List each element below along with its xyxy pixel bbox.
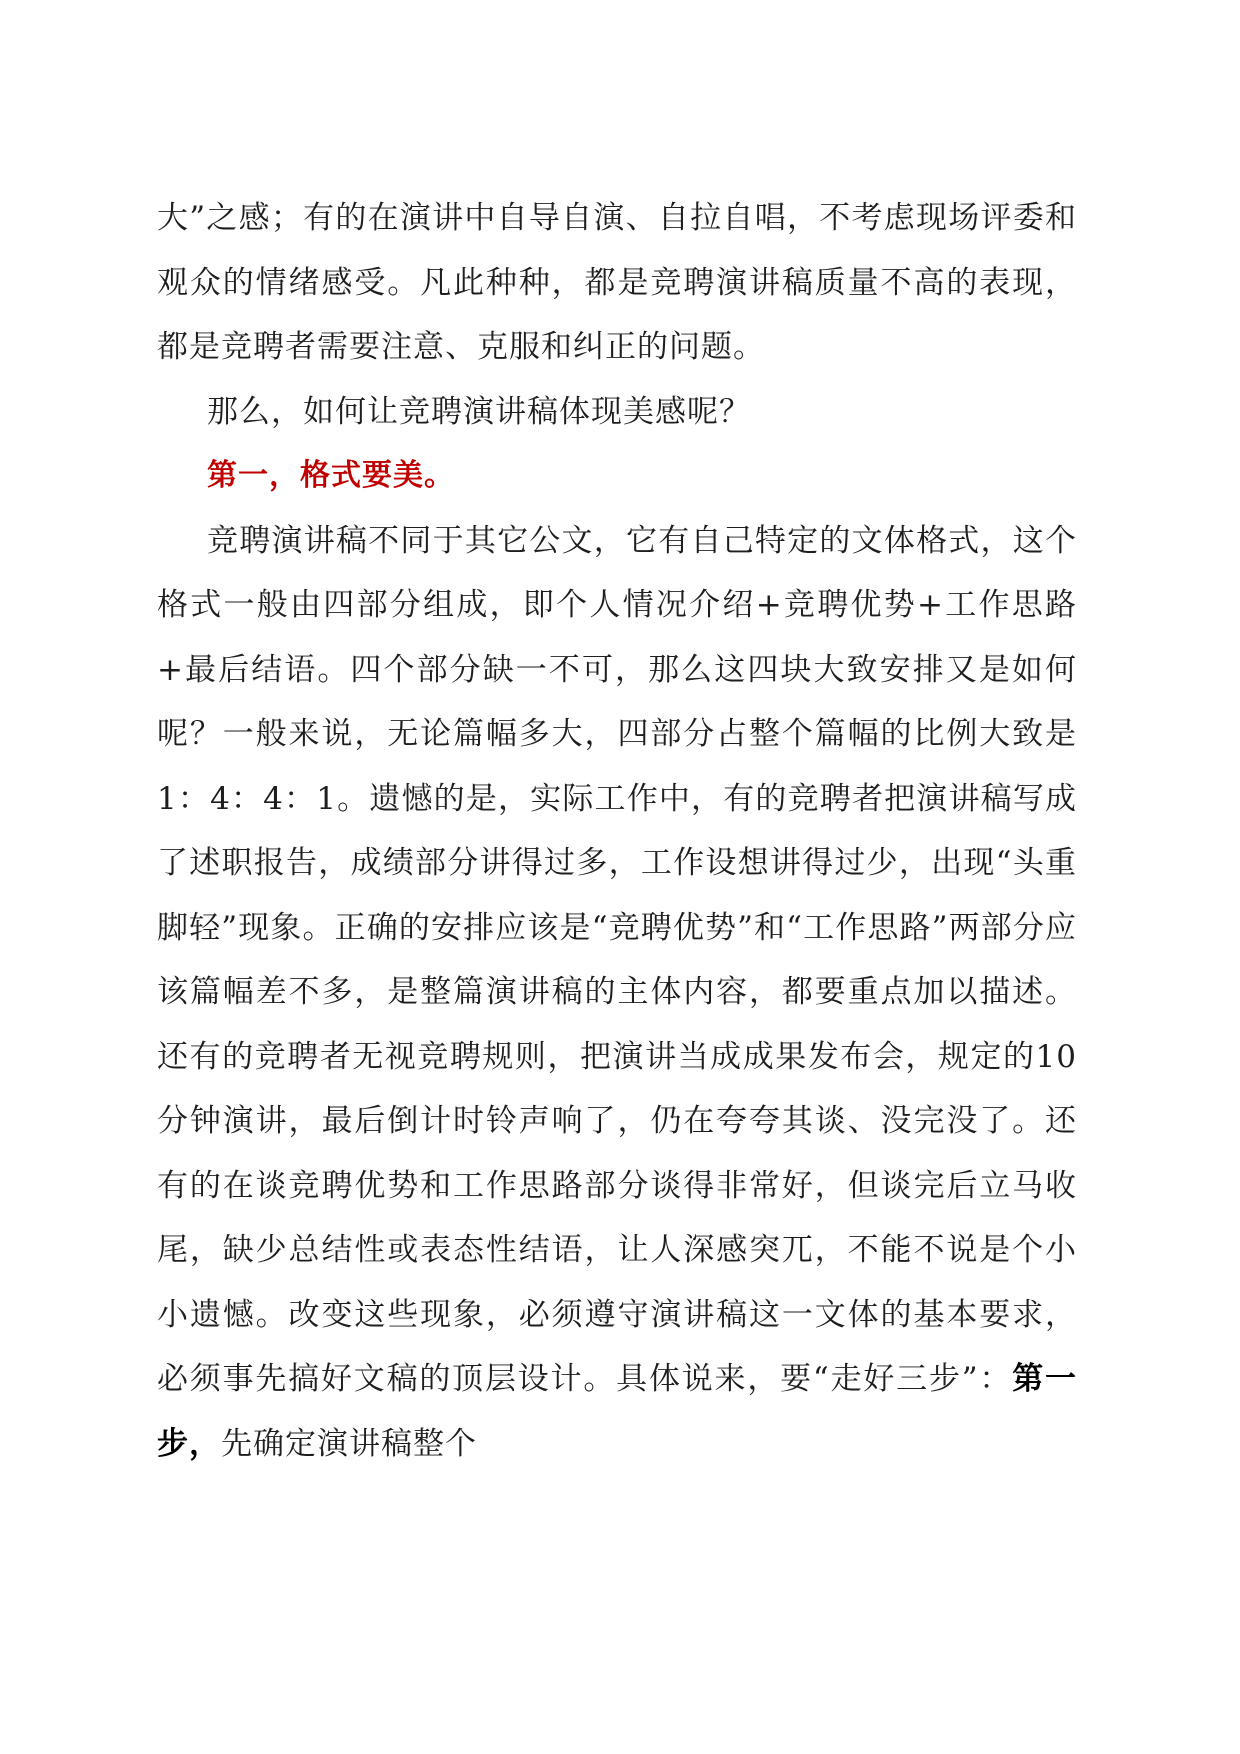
document-body — [157, 186, 1077, 1476]
section-heading-format: 第一，格式要美。 — [207, 458, 455, 493]
step-one-label: 第一步， — [157, 1361, 1077, 1462]
paragraph-2: 那么，如何让竞聘演讲稿体现美感呢？ — [207, 393, 751, 430]
paragraph-3 — [157, 509, 1077, 1477]
paragraph-3-tail: 先确定演讲稿整个 — [221, 1425, 477, 1462]
paragraph-3-text: 竞聘演讲稿不同于其它公文，它有自己特定的文体格式，这个格式一般由四部分组成，即个人情况介绍+竞聘优势+工作思路+最后结语。四个部分缺一不可，那么这四块大致安排又是如何呢？一般来说，无论篇幅多大，四部分占整个篇幅的比例大致是1：4：4：1。遗憾的是，实际工作中，有的竞聘者把演讲稿写成了述职报告，成绩部分讲得过多，工作设想讲得过少，出现“头重脚轻”现象。正确的安排应该是“竞聘优势”和“工作思路”两部分应该篇幅差不多，是整篇演讲稿的主体内容，都要重点加以描述。还有的竞聘者无视竞聘规则，把演讲当成成果发布会，规定的10分钟演讲，最后倒计时铃声响了，仍在夸夸其谈、没完没了。还有的在谈竞聘优势和工作思路部分谈得非常好，但谈完后立马收尾，缺少总结性或表态性结语，让人深感突兀，不能不说是个小小遗憾。改变这些现象，必须遵守演讲稿这一文体的基本要求，必须事先搞好文稿的顶层设计。具体说来，要“走好三步”： — [157, 522, 1077, 1397]
paragraph-1: 大”之感；有的在演讲中自导自演、自拉自唱，不考虑现场评委和观众的情绪感受。凡此种种，都是竞聘演讲稿质量不高的表现，都是竞聘者需要注意、克服和纠正的问题。 — [157, 200, 1077, 365]
